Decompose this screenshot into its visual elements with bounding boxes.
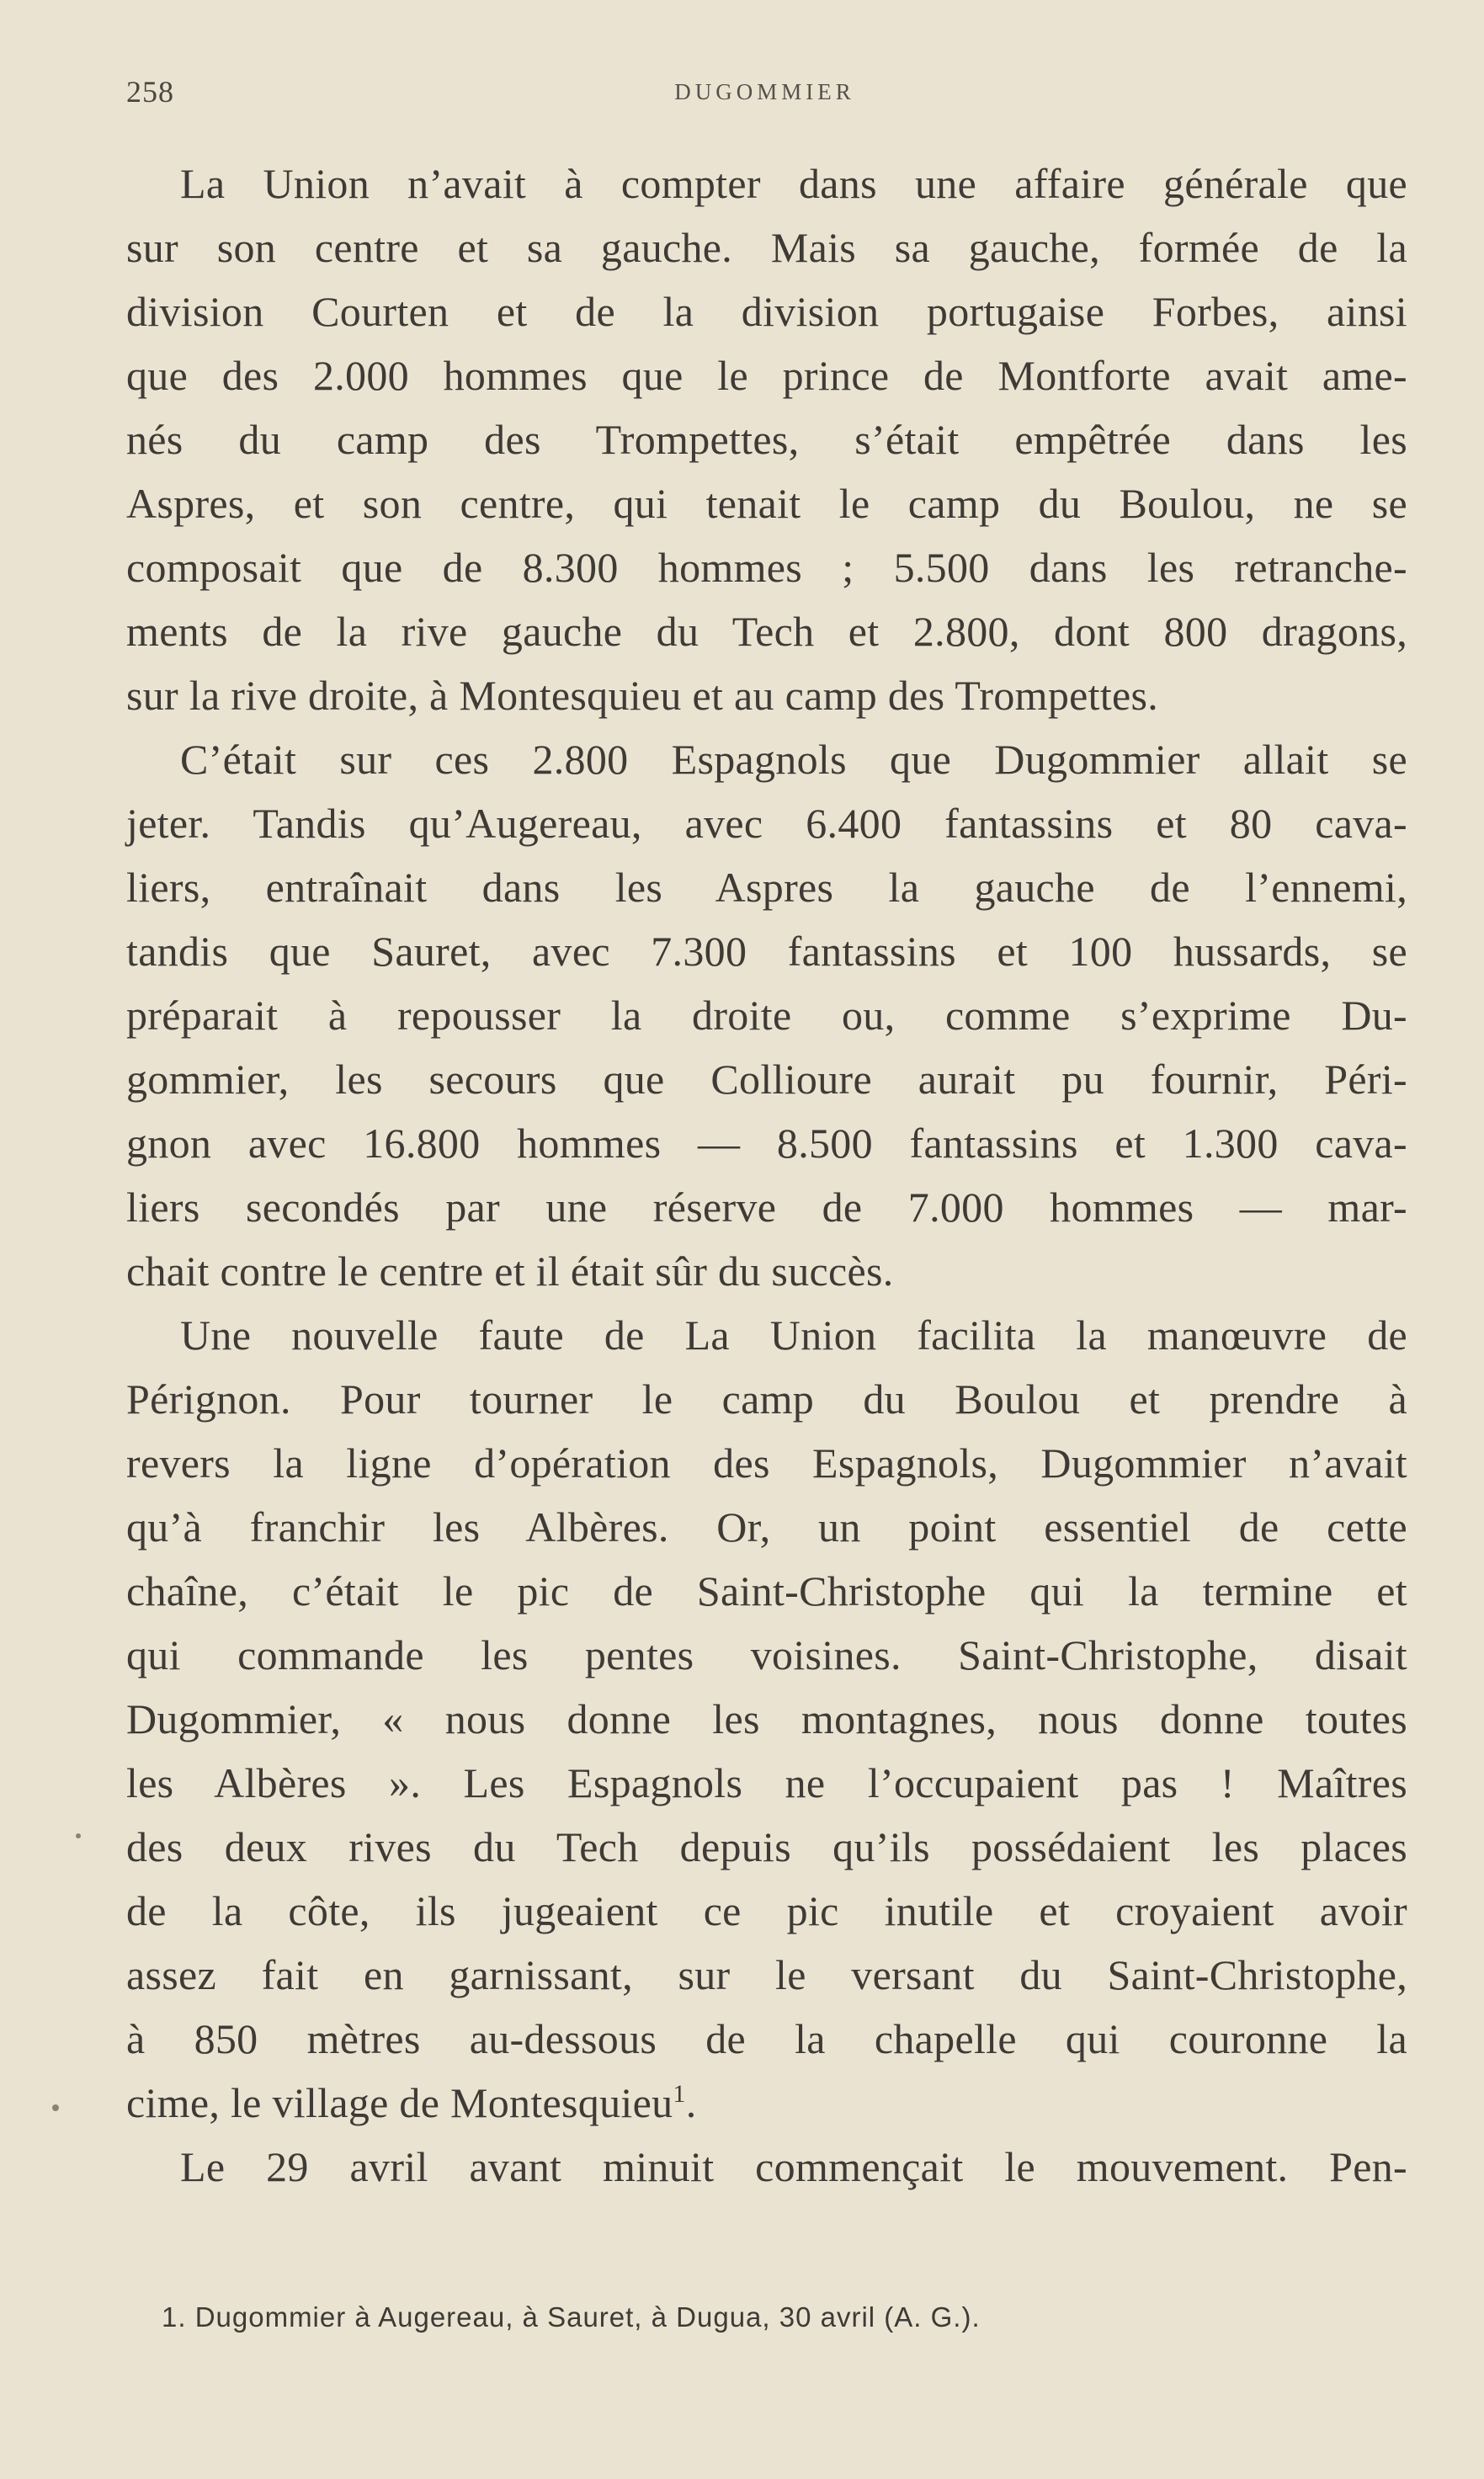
margin-speck: [76, 1833, 81, 1838]
text-line: Dugommier, « nous donne les montagnes, nous donne toutes: [126, 1695, 1407, 1742]
text-line: gnon avec 16.800 hommes — 8.500 fantassins et 1.300 cava-: [126, 1120, 1407, 1167]
text-line: tandis que Sauret, avec 7.300 fantassins et 100 hussards, se: [126, 928, 1407, 975]
text-line: division Courten et de la division portugaise Forbes, ainsi: [126, 288, 1407, 335]
margin-speck: [52, 2104, 59, 2111]
text-line: sur son centre et sa gauche. Mais sa gauche, formée de la: [126, 224, 1407, 271]
page-header: [126, 74, 1403, 121]
page-number: 258: [126, 75, 174, 109]
text-line: revers la ligne d’opération des Espagnols, Dugommier n’avait: [126, 1439, 1407, 1487]
text-line: liers secondés par une réserve de 7.000 hommes — mar-: [126, 1184, 1407, 1231]
text-line-content: cime, le village de Montesquieu: [126, 2079, 673, 2126]
text-line: chaîne, c’était le pic de Saint-Christophe qui la termine et: [126, 1567, 1407, 1615]
text-line: composait que de 8.300 hommes ; 5.500 dans les retranche-: [126, 544, 1407, 591]
text-line: préparait à repousser la droite ou, comme s’exprime Du-: [126, 992, 1407, 1039]
text-line: à 850 mètres au-dessous de la chapelle qui couronne la: [126, 2015, 1407, 2062]
text-line: nés du camp des Trompettes, s’était empêtrée dans les: [126, 416, 1407, 463]
text-line: gommier, les secours que Collioure aurait pu fournir, Péri-: [126, 1056, 1407, 1103]
text-line: Aspres, et son centre, qui tenait le camp du Boulou, ne se: [126, 480, 1407, 527]
text-line: assez fait en garnissant, sur le versant du Saint-Christophe,: [126, 1951, 1407, 1998]
text-line: des deux rives du Tech depuis qu’ils possédaient les places: [126, 1823, 1407, 1870]
text-line: [126, 2071, 1407, 2135]
text-line: Pérignon. Pour tourner le camp du Boulou et prendre à: [126, 1375, 1407, 1423]
text-line: ments de la rive gauche du Tech et 2.800, dont 800 dragons,: [126, 608, 1407, 655]
text-line: que des 2.000 hommes que le prince de Montforte avait ame-: [126, 352, 1407, 399]
text-line: les Albères ». Les Espagnols ne l’occupaient pas ! Maîtres: [126, 1759, 1407, 1806]
running-title: DUGOMMIER: [674, 79, 855, 104]
text-line: qui commande les pentes voisines. Saint-Christophe, disait: [126, 1631, 1407, 1678]
text-line: C’était sur ces 2.800 Espagnols que Dugommier allait se: [180, 736, 1407, 783]
footnote-reference[interactable]: 1: [673, 2080, 686, 2108]
line-punctuation: .: [685, 2079, 697, 2126]
text-line: liers, entraînait dans les Aspres la gauche de l’ennemi,: [126, 864, 1407, 911]
text-line: jeter. Tandis qu’Augereau, avec 6.400 fantassins et 80 cava-: [126, 800, 1407, 847]
text-line: La Union n’avait à compter dans une affaire générale que: [180, 160, 1407, 207]
body-text: [126, 152, 1407, 2199]
text-line: de la côte, ils jugeaient ce pic inutile et croyaient avoir: [126, 1887, 1407, 1934]
text-line: sur la rive droite, à Montesquieu et au camp des Trompettes.: [126, 672, 1159, 719]
text-line: chait contre le centre et il était sûr du succès.: [126, 1247, 894, 1295]
text-line: Une nouvelle faute de La Union facilita la manœuvre de: [180, 1311, 1407, 1359]
text-line: Le 29 avril avant minuit commençait le mouvement. Pen-: [180, 2143, 1407, 2190]
footnote: 1. Dugommier à Augereau, à Sauret, à Dugua, 30 avril (A. G.).: [162, 2301, 981, 2333]
text-line: qu’à franchir les Albères. Or, un point essentiel de cette: [126, 1503, 1407, 1551]
